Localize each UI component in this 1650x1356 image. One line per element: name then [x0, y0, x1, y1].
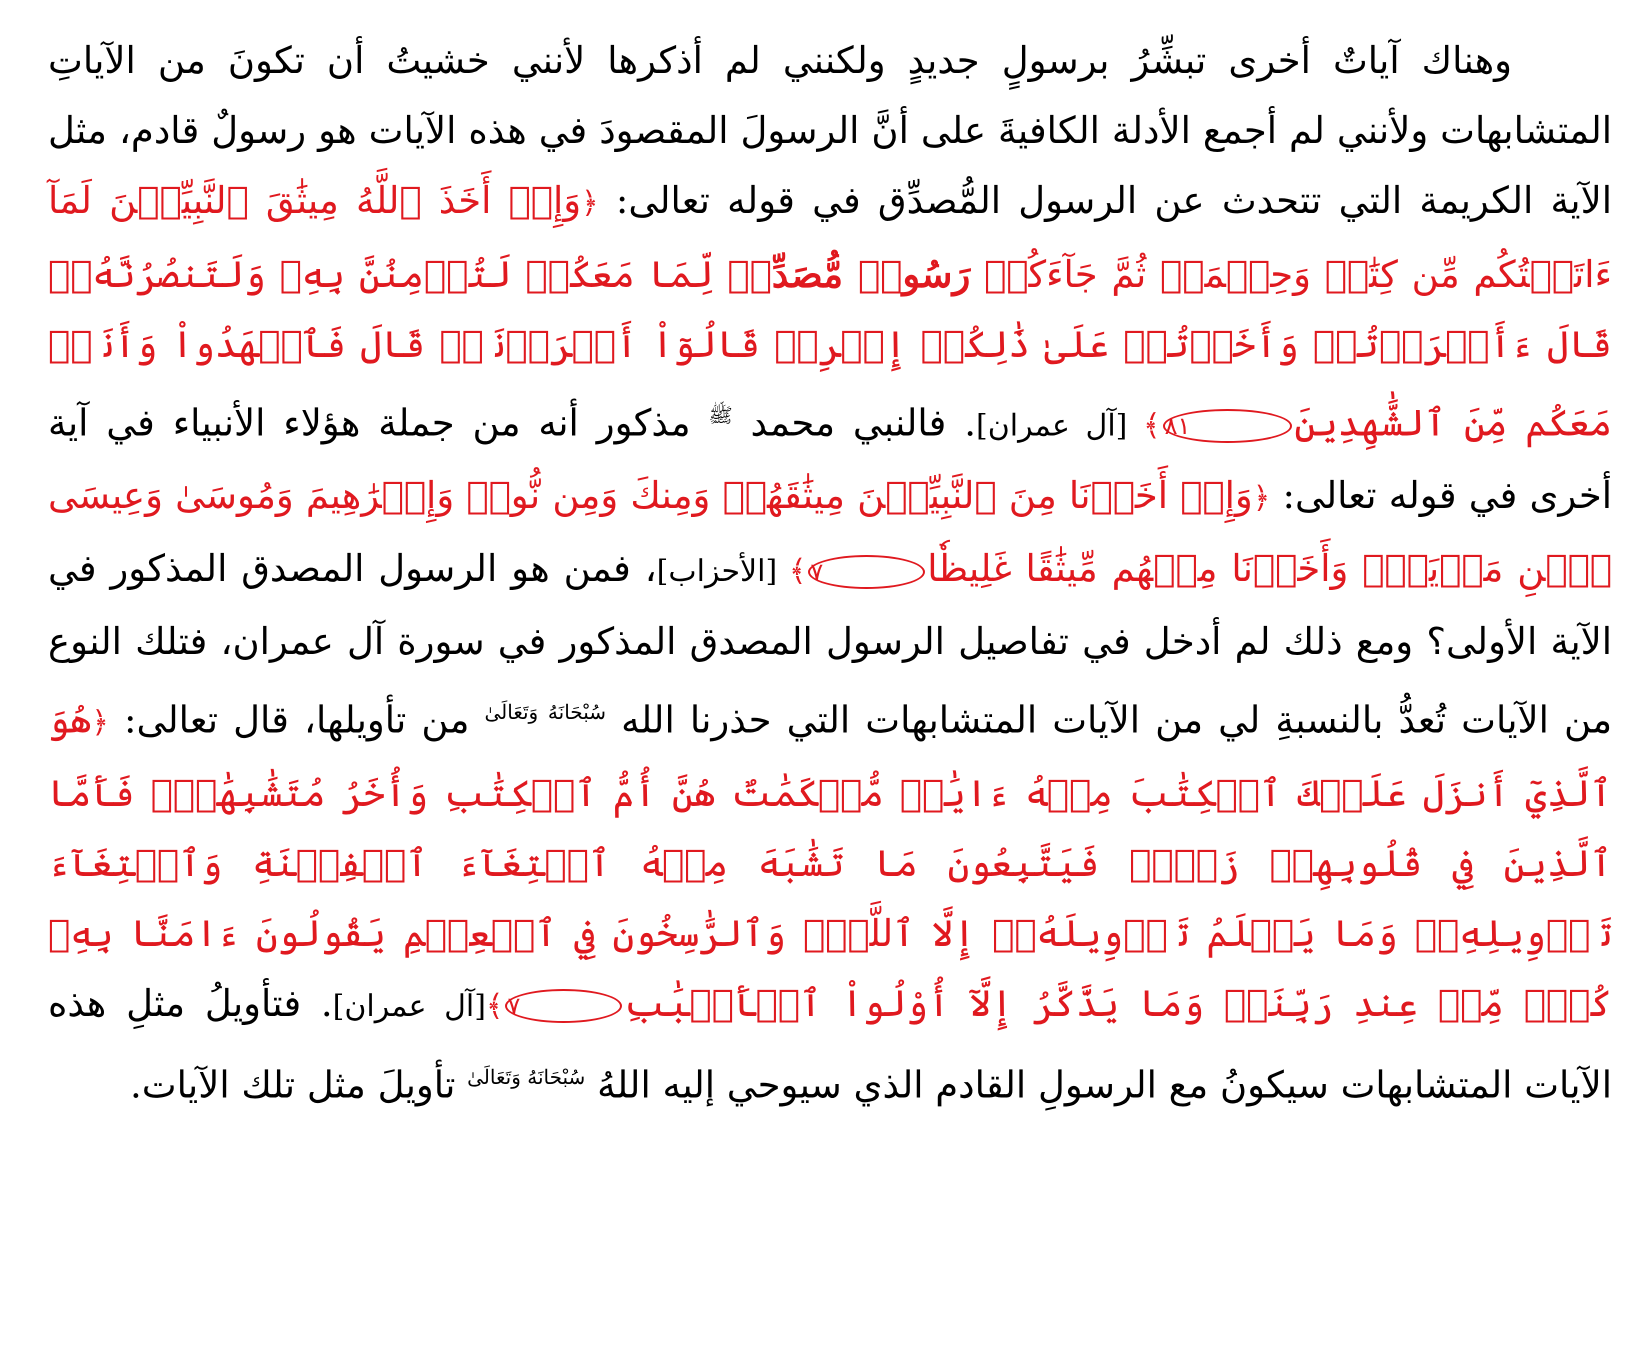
quran-verse-3: هُوَ ٱلَّذِيٓ أَنزَلَ عَلَيۡكَ ٱلۡكِتَٰبَ مِنۡهُ ءَايَٰتٞ مُّحۡكَمَٰتٌ هُنَّ أُمُّ ٱلۡكِتَٰبِ وَأُخَرُ مُتَشَٰبِهَٰتٞۖ فَأَمَّا ٱلَّذِينَ فِي قُلُوبِهِمۡ زَيۡغٞ فَيَتَّبِعُونَ مَا تَشَٰبَهَ مِنۡهُ ٱبۡتِغَآءَ ٱلۡفِتۡنَةِ وَٱبۡتِغَآءَ تَأۡوِيلِهِۦۖ وَمَا يَعۡلَمُ تَأۡوِيلَهُۥٓ إِلَّا ٱللَّهُۗ وَٱلرَّٰسِخُونَ فِي ٱلۡعِلۡمِ يَقُولُونَ ءَامَنَّا بِهِۦ كُلّٞ مِّنۡ عِندِ رَبِّنَاۗ وَمَا يَذَّكَّرُ إِلَّآ أُوْلُواْ ٱلۡأَلۡبَٰبِ [48, 698, 1612, 1025]
body-text: . فالنبي محمد [732, 401, 976, 445]
verse-close-bracket: ﴾ [485, 988, 504, 1024]
ayah-number-1: ٨١ [1163, 409, 1293, 443]
body-text: وهناك آياتٌ أخرى تبشِّرُ برسولٍ جديدٍ ولكنني لم أذكرها لأنني خشيتُ أن تكونَ من الآياتِ المتشابهات ولأنني لم أجمع الأدلة الكافيةَ على أنَّ الرسولَ المقصودَ في هذه الآيات هو رسولٌ قادم، مثل الآية الكريمة التي تتحدث عن الرسول المُّصدِّق في قوله تعالى: [48, 39, 1612, 222]
quran-verse-1-emphasis: رَسُولٞ مُّصَدِّقٞ [727, 252, 971, 296]
quran-verse-1c: لِّمَا مَعَكُمۡ لَتُؤۡمِنُنَّ بِهِۦ وَلَتَنصُرُنَّهُۥۚ قَالَ ءَأَقۡرَرۡتُمۡ وَأَخَذۡتُمۡ عَلَىٰ ذَٰلِكُمۡ إِصۡرِيۖ قَالُوٓاْ أَقۡرَرۡنَاۚ قَالَ فَٱشۡهَدُواْ وَأَنَا۠ مَعَكُم مِّنَ ٱلشَّٰهِدِينَ [48, 253, 1613, 445]
body-text: ، فمن هو الرسول المصدق المذكور في الآية الأولى؟ ومع ذلك لم أدخل في تفاصيل الرسول المصدق المذكور في سورة آل عمران، فتلك النوع من الآيات تُعدُّ بالنسبةِ لي من الآيات المتشابهات التي حذرنا الله [48, 547, 1613, 742]
body-text: من تأويلها، قال تعالى: [108, 698, 485, 742]
verse-open-bracket: ﴿ [91, 705, 109, 741]
surah-reference-3: [آل عمران] [332, 988, 486, 1024]
quran-verse-2: وَإِذۡ أَخَذۡنَا مِنَ ٱلنَّبِيِّـۧنَ مِيثَٰقَهُمۡ وَمِنكَ وَمِن نُّوحٖ وَإِبۡرَٰهِيمَ وَمُوسَىٰ وَعِيسَى ٱبۡنِ مَرۡيَمَۖ وَأَخَذۡنَا مِنۡهُم مِّيثَٰقًا غَلِيظٗا [48, 474, 1612, 591]
verse-open-bracket: ﴿ [1252, 481, 1271, 517]
ayah-number-3: ٧ [505, 989, 622, 1023]
verse-close-bracket: ﴾ [788, 554, 807, 590]
subhanahu-honorific-icon: سُبْحَانَهُ وَتَعَالَىٰ [484, 700, 606, 725]
body-paragraph [48, 26, 1612, 1120]
surah-reference-1: [آل عمران] [976, 408, 1144, 444]
body-text: مذكور أنه من جملة هؤلاء الأنبياء في آية أخرى في قوله تعالى: [48, 401, 1612, 518]
surah-reference-2: [الأحزاب] [656, 554, 789, 590]
body-text: تأويلَ مثل تلك الآيات. [130, 1062, 468, 1106]
verse-close-bracket: ﴾ [1143, 408, 1161, 444]
ayah-number-2: ٧ [808, 555, 925, 589]
body-text: . فتأويلُ مثلِ هذه الآيات المتشابهات سيكونُ مع الرسولِ القادم الذي سيوحي إليه اللهُ [48, 981, 1612, 1106]
quran-verse-1a: وَإِذۡ أَخَذَ ٱللَّهُ مِيثَٰقَ ٱلنَّبِيِّـۧنَ لَمَآ ءَاتَيۡتُكُم مِّن كِتَٰبٖ وَحِكۡمَةٖ ثُمَّ جَآءَكُمۡ [48, 179, 1612, 296]
subhanahu-honorific-icon: سُبْحَانَهُ وَتَعَالَىٰ [467, 1064, 586, 1089]
verse-open-bracket: ﴿ [581, 186, 599, 221]
salawat-honorific-icon: ﷺ [708, 403, 733, 427]
